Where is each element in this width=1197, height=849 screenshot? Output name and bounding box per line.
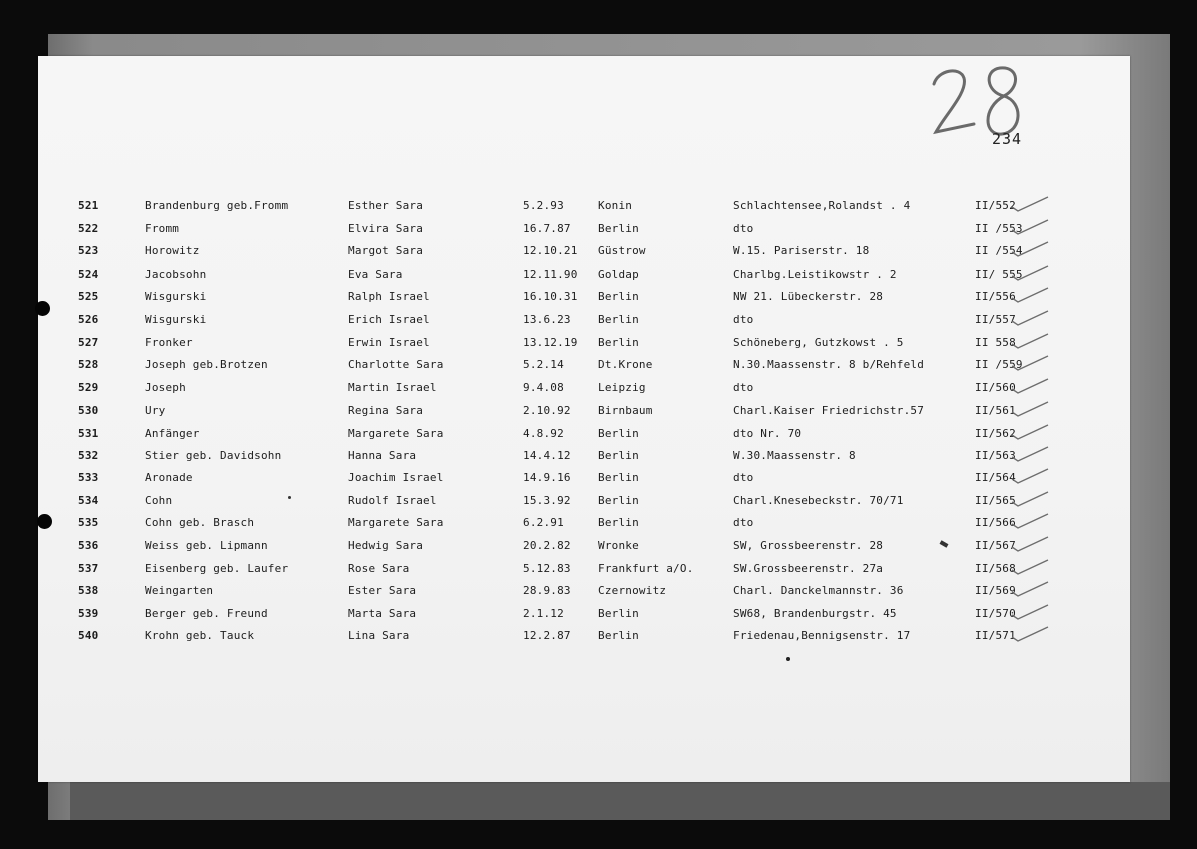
surname-cell: Brandenburg geb.Fromm bbox=[145, 199, 289, 212]
check-mark-icon bbox=[1010, 264, 1050, 282]
birth-place-cell: Leipzig bbox=[598, 381, 646, 394]
surname-cell: Aronade bbox=[145, 471, 193, 484]
reference-cell: II/565 bbox=[975, 494, 1016, 507]
surname-cell: Joseph bbox=[145, 381, 186, 394]
surname-cell: Anfänger bbox=[145, 427, 200, 440]
birth-date-cell: 12.10.21 bbox=[523, 244, 578, 257]
address-cell: dto bbox=[733, 222, 754, 235]
check-mark-icon bbox=[1010, 445, 1050, 463]
surname-cell: Ury bbox=[145, 404, 166, 417]
given-name-cell: Marta Sara bbox=[348, 607, 417, 620]
check-mark-icon bbox=[1010, 535, 1050, 553]
row-number: 534 bbox=[78, 494, 99, 507]
reference-cell: II/571 bbox=[975, 629, 1016, 642]
address-cell: dto bbox=[733, 381, 754, 394]
given-name-cell: Eva Sara bbox=[348, 268, 403, 281]
row-number: 531 bbox=[78, 427, 99, 440]
surname-cell: Cohn bbox=[145, 494, 173, 507]
birth-date-cell: 12.11.90 bbox=[523, 268, 578, 281]
given-name-cell: Hedwig Sara bbox=[348, 539, 424, 552]
reference-cell: II/562 bbox=[975, 427, 1016, 440]
surname-cell: Weiss geb. Lipmann bbox=[145, 539, 268, 552]
given-name-cell: Rose Sara bbox=[348, 562, 410, 575]
surname-cell: Krohn geb. Tauck bbox=[145, 629, 255, 642]
row-number: 524 bbox=[78, 268, 99, 281]
birth-date-cell: 2.1.12 bbox=[523, 607, 564, 620]
reference-cell: II/552 bbox=[975, 199, 1016, 212]
surname-cell: Eisenberg geb. Laufer bbox=[145, 562, 289, 575]
row-number: 537 bbox=[78, 562, 99, 575]
birth-date-cell: 16.7.87 bbox=[523, 222, 571, 235]
address-cell: Charl.Knesebeckstr. 70/71 bbox=[733, 494, 904, 507]
surname-cell: Wisgurski bbox=[145, 290, 207, 303]
birth-date-cell: 28.9.83 bbox=[523, 584, 571, 597]
reference-cell: II/ 555 bbox=[975, 268, 1023, 281]
surname-cell: Berger geb. Freund bbox=[145, 607, 268, 620]
check-mark-icon bbox=[1010, 625, 1050, 643]
reference-cell: II 558 bbox=[975, 336, 1016, 349]
surname-cell: Fromm bbox=[145, 222, 180, 235]
given-name-cell: Lina Sara bbox=[348, 629, 410, 642]
birth-date-cell: 5.2.14 bbox=[523, 358, 564, 371]
birth-place-cell: Wronke bbox=[598, 539, 639, 552]
birth-place-cell: Berlin bbox=[598, 629, 639, 642]
check-mark-icon bbox=[1010, 195, 1050, 213]
address-cell: dto bbox=[733, 516, 754, 529]
birth-date-cell: 9.4.08 bbox=[523, 381, 564, 394]
check-mark-icon bbox=[1010, 490, 1050, 508]
given-name-cell: Esther Sara bbox=[348, 199, 424, 212]
address-cell: Schöneberg, Gutzkowst . 5 bbox=[733, 336, 904, 349]
reference-cell: II/557 bbox=[975, 313, 1016, 326]
address-cell: W.15. Pariserstr. 18 bbox=[733, 244, 870, 257]
birth-place-cell: Güstrow bbox=[598, 244, 646, 257]
row-number: 525 bbox=[78, 290, 99, 303]
reference-cell: II /554 bbox=[975, 244, 1023, 257]
given-name-cell: Elvira Sara bbox=[348, 222, 424, 235]
birth-date-cell: 6.2.91 bbox=[523, 516, 564, 529]
reference-cell: II/564 bbox=[975, 471, 1016, 484]
check-mark-icon bbox=[1010, 286, 1050, 304]
given-name-cell: Rudolf Israel bbox=[348, 494, 437, 507]
check-mark-icon bbox=[1010, 309, 1050, 327]
check-mark-icon bbox=[1010, 603, 1050, 621]
ink-speck bbox=[288, 496, 291, 499]
given-name-cell: Margarete Sara bbox=[348, 427, 444, 440]
row-number: 528 bbox=[78, 358, 99, 371]
address-cell: SW, Grossbeerenstr. 28 bbox=[733, 539, 884, 552]
birth-place-cell: Czernowitz bbox=[598, 584, 667, 597]
birth-date-cell: 5.2.93 bbox=[523, 199, 564, 212]
surname-cell: Cohn geb. Brasch bbox=[145, 516, 255, 529]
reference-cell: II/566 bbox=[975, 516, 1016, 529]
birth-place-cell: Dt.Krone bbox=[598, 358, 653, 371]
row-number: 530 bbox=[78, 404, 99, 417]
check-mark-icon bbox=[1010, 218, 1050, 236]
reference-cell: II/560 bbox=[975, 381, 1016, 394]
check-mark-icon bbox=[1010, 240, 1050, 258]
row-number: 527 bbox=[78, 336, 99, 349]
row-number: 538 bbox=[78, 584, 99, 597]
row-number: 536 bbox=[78, 539, 99, 552]
surname-cell: Fronker bbox=[145, 336, 193, 349]
given-name-cell: Hanna Sara bbox=[348, 449, 417, 462]
given-name-cell: Regina Sara bbox=[348, 404, 424, 417]
birth-date-cell: 12.2.87 bbox=[523, 629, 571, 642]
row-number: 535 bbox=[78, 516, 99, 529]
surname-cell: Horowitz bbox=[145, 244, 200, 257]
address-cell: dto Nr. 70 bbox=[733, 427, 802, 440]
surname-cell: Jacobsohn bbox=[145, 268, 207, 281]
address-cell: SW.Grossbeerenstr. 27a bbox=[733, 562, 884, 575]
address-cell: Charl. Danckelmannstr. 36 bbox=[733, 584, 904, 597]
birth-place-cell: Birnbaum bbox=[598, 404, 653, 417]
birth-date-cell: 15.3.92 bbox=[523, 494, 571, 507]
check-mark-icon bbox=[1010, 580, 1050, 598]
row-number: 540 bbox=[78, 629, 99, 642]
given-name-cell: Martin Israel bbox=[348, 381, 437, 394]
given-name-cell: Margarete Sara bbox=[348, 516, 444, 529]
table-row bbox=[0, 629, 1197, 651]
birth-place-cell: Berlin bbox=[598, 494, 639, 507]
address-cell: dto bbox=[733, 471, 754, 484]
address-cell: Charl.Kaiser Friedrichstr.57 bbox=[733, 404, 925, 417]
address-cell: N.30.Maassenstr. 8 b/Rehfeld bbox=[733, 358, 925, 371]
birth-date-cell: 16.10.31 bbox=[523, 290, 578, 303]
surname-cell: Stier geb. Davidsohn bbox=[145, 449, 282, 462]
check-mark-icon bbox=[1010, 332, 1050, 350]
given-name-cell: Ester Sara bbox=[348, 584, 417, 597]
check-mark-icon bbox=[1010, 512, 1050, 530]
row-number: 522 bbox=[78, 222, 99, 235]
reference-cell: II/569 bbox=[975, 584, 1016, 597]
reference-cell: II /559 bbox=[975, 358, 1023, 371]
table-row bbox=[0, 244, 1197, 266]
birth-date-cell: 5.12.83 bbox=[523, 562, 571, 575]
address-cell: W.30.Maassenstr. 8 bbox=[733, 449, 856, 462]
reference-cell: II/556 bbox=[975, 290, 1016, 303]
given-name-cell: Ralph Israel bbox=[348, 290, 430, 303]
birth-place-cell: Berlin bbox=[598, 427, 639, 440]
address-cell: Charlbg.Leistikowstr . 2 bbox=[733, 268, 897, 281]
birth-date-cell: 13.12.19 bbox=[523, 336, 578, 349]
surname-cell: Wisgurski bbox=[145, 313, 207, 326]
row-number: 521 bbox=[78, 199, 99, 212]
birth-place-cell: Frankfurt a/O. bbox=[598, 562, 694, 575]
birth-date-cell: 20.2.82 bbox=[523, 539, 571, 552]
birth-place-cell: Konin bbox=[598, 199, 633, 212]
reference-cell: II/563 bbox=[975, 449, 1016, 462]
row-number: 532 bbox=[78, 449, 99, 462]
birth-date-cell: 4.8.92 bbox=[523, 427, 564, 440]
birth-place-cell: Berlin bbox=[598, 449, 639, 462]
row-number: 539 bbox=[78, 607, 99, 620]
birth-place-cell: Berlin bbox=[598, 222, 639, 235]
row-number: 526 bbox=[78, 313, 99, 326]
check-mark-icon bbox=[1010, 423, 1050, 441]
surname-cell: Weingarten bbox=[145, 584, 214, 597]
birth-place-cell: Berlin bbox=[598, 471, 639, 484]
reference-cell: II/567 bbox=[975, 539, 1016, 552]
given-name-cell: Erwin Israel bbox=[348, 336, 430, 349]
birth-place-cell: Goldap bbox=[598, 268, 639, 281]
given-name-cell: Margot Sara bbox=[348, 244, 424, 257]
birth-place-cell: Berlin bbox=[598, 336, 639, 349]
row-number: 533 bbox=[78, 471, 99, 484]
birth-date-cell: 14.4.12 bbox=[523, 449, 571, 462]
birth-place-cell: Berlin bbox=[598, 313, 639, 326]
address-cell: Friedenau,Bennigsenstr. 17 bbox=[733, 629, 911, 642]
row-number: 529 bbox=[78, 381, 99, 394]
check-mark-icon bbox=[1010, 377, 1050, 395]
handwritten-folio-number bbox=[928, 62, 1038, 140]
birth-date-cell: 13.6.23 bbox=[523, 313, 571, 326]
reference-cell: II/570 bbox=[975, 607, 1016, 620]
birth-place-cell: Berlin bbox=[598, 516, 639, 529]
film-edge bbox=[70, 782, 1170, 820]
address-cell: NW 21. Lübeckerstr. 28 bbox=[733, 290, 884, 303]
typed-folio-number: 234 bbox=[992, 130, 1023, 148]
given-name-cell: Joachim Israel bbox=[348, 471, 444, 484]
check-mark-icon bbox=[1010, 558, 1050, 576]
check-mark-icon bbox=[1010, 354, 1050, 372]
surname-cell: Joseph geb.Brotzen bbox=[145, 358, 268, 371]
reference-cell: II/561 bbox=[975, 404, 1016, 417]
given-name-cell: Erich Israel bbox=[348, 313, 430, 326]
birth-date-cell: 2.10.92 bbox=[523, 404, 571, 417]
ink-speck bbox=[786, 657, 790, 661]
address-cell: Schlachtensee,Rolandst . 4 bbox=[733, 199, 911, 212]
reference-cell: II/568 bbox=[975, 562, 1016, 575]
birth-date-cell: 14.9.16 bbox=[523, 471, 571, 484]
birth-place-cell: Berlin bbox=[598, 290, 639, 303]
birth-place-cell: Berlin bbox=[598, 607, 639, 620]
reference-cell: II /553 bbox=[975, 222, 1023, 235]
given-name-cell: Charlotte Sara bbox=[348, 358, 444, 371]
address-cell: dto bbox=[733, 313, 754, 326]
check-mark-icon bbox=[1010, 467, 1050, 485]
row-number: 523 bbox=[78, 244, 99, 257]
address-cell: SW68, Brandenburgstr. 45 bbox=[733, 607, 897, 620]
check-mark-icon bbox=[1010, 400, 1050, 418]
